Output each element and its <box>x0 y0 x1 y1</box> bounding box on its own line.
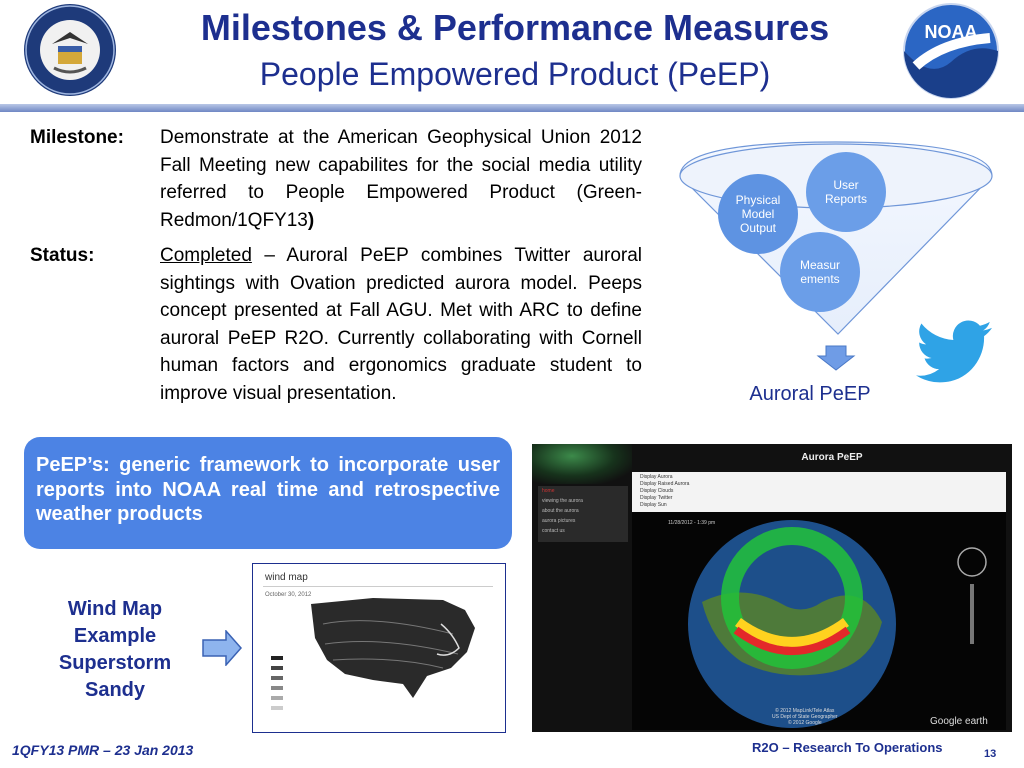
doc-seal <box>22 2 118 98</box>
aurora-menu-item[interactable]: about the aurora <box>542 508 579 514</box>
bubble-measurements: Measur ements <box>780 232 860 312</box>
bubble-user-reports: User Reports <box>806 152 886 232</box>
aurora-timestamp: 11/28/2012 - 1:39 pm <box>668 520 716 526</box>
milestone-close: ) <box>307 209 315 231</box>
aurora-credits: © 2012 MapLink/Tele Atlas US Dept of State Geographer © 2012 Google <box>772 708 838 726</box>
aurora-sky-glow <box>532 444 632 484</box>
funnel-caption: Auroral PeEP <box>749 383 871 405</box>
aurora-peep-screenshot <box>532 444 1012 732</box>
status-text <box>160 242 642 407</box>
aurora-options <box>640 474 689 509</box>
twitter-bird-icon <box>916 320 992 384</box>
status-label: Status: <box>30 245 95 266</box>
aurora-menu-item[interactable]: contact us <box>542 528 565 534</box>
footer-date: 1QFY13 PMR – 23 Jan 2013 <box>12 742 194 758</box>
footer-r2o: R2O – Research To Operations <box>752 740 943 755</box>
google-earth-logo: Google earth <box>930 716 988 727</box>
milestone-body: Demonstrate at the American Geophysical Union 2012 Fall Meeting new capabilites for the social media utility referred to People Empowered Product (Green-Redmon/1QFY13 <box>160 127 642 231</box>
aurora-option-checkbox[interactable]: Display Raised Aurora <box>640 481 690 487</box>
aurora-option-checkbox[interactable]: Display Twitter <box>640 495 673 501</box>
aurora-option-checkbox[interactable]: Display Sun <box>640 502 667 508</box>
page-subtitle: People Empowered Product (PeEP) <box>259 56 771 92</box>
aurora-option-checkbox[interactable]: Display Aurora <box>640 474 673 480</box>
page-number: 13 <box>984 748 997 760</box>
aurora-option-checkbox[interactable]: Display Clouds <box>640 488 674 494</box>
milestone-label: Milestone: <box>30 127 124 148</box>
wind-map-caption: Wind Map Example Superstorm Sandy <box>58 598 172 701</box>
aurora-map-panel <box>632 472 1006 730</box>
bubble-physical-model-output: Physical Model Output <box>718 174 798 254</box>
svg-text:NOAA: NOAA <box>924 22 978 42</box>
header-divider <box>0 104 1024 112</box>
aurora-menu-item[interactable]: home <box>542 488 555 494</box>
status-body: – Auroral PeEP combines Twitter auroral sightings with Ovation predicted aurora model. Peeps concept presented at Fall AGU. Met with ARC to define auroral PeEP R2O. Currently collaborating with Cornell human factors and ergonomics graduate student to improve visual presentation. <box>160 245 642 404</box>
wind-map-image <box>252 563 506 733</box>
wind-map-screen-date: October 30, 2012 <box>265 592 312 598</box>
aurora-screen-title: Aurora PeEP <box>801 452 863 463</box>
peep-callout-box: PeEP’s: generic framework to incorporate user reports into NOAA real time and retrospective weather products <box>24 437 512 549</box>
aurora-menu-item[interactable]: aurora pictures <box>542 518 576 524</box>
status-completed: Completed <box>160 245 252 266</box>
wind-map-screen-title: wind map <box>265 572 308 583</box>
noaa-logo <box>902 2 1000 100</box>
aurora-menu <box>538 486 628 542</box>
page-title: Milestones & Performance Measures <box>200 7 830 48</box>
milestone-text <box>160 124 642 234</box>
aurora-menu-item[interactable]: viewing the aurora <box>542 498 583 504</box>
right-arrow-icon <box>202 630 242 666</box>
